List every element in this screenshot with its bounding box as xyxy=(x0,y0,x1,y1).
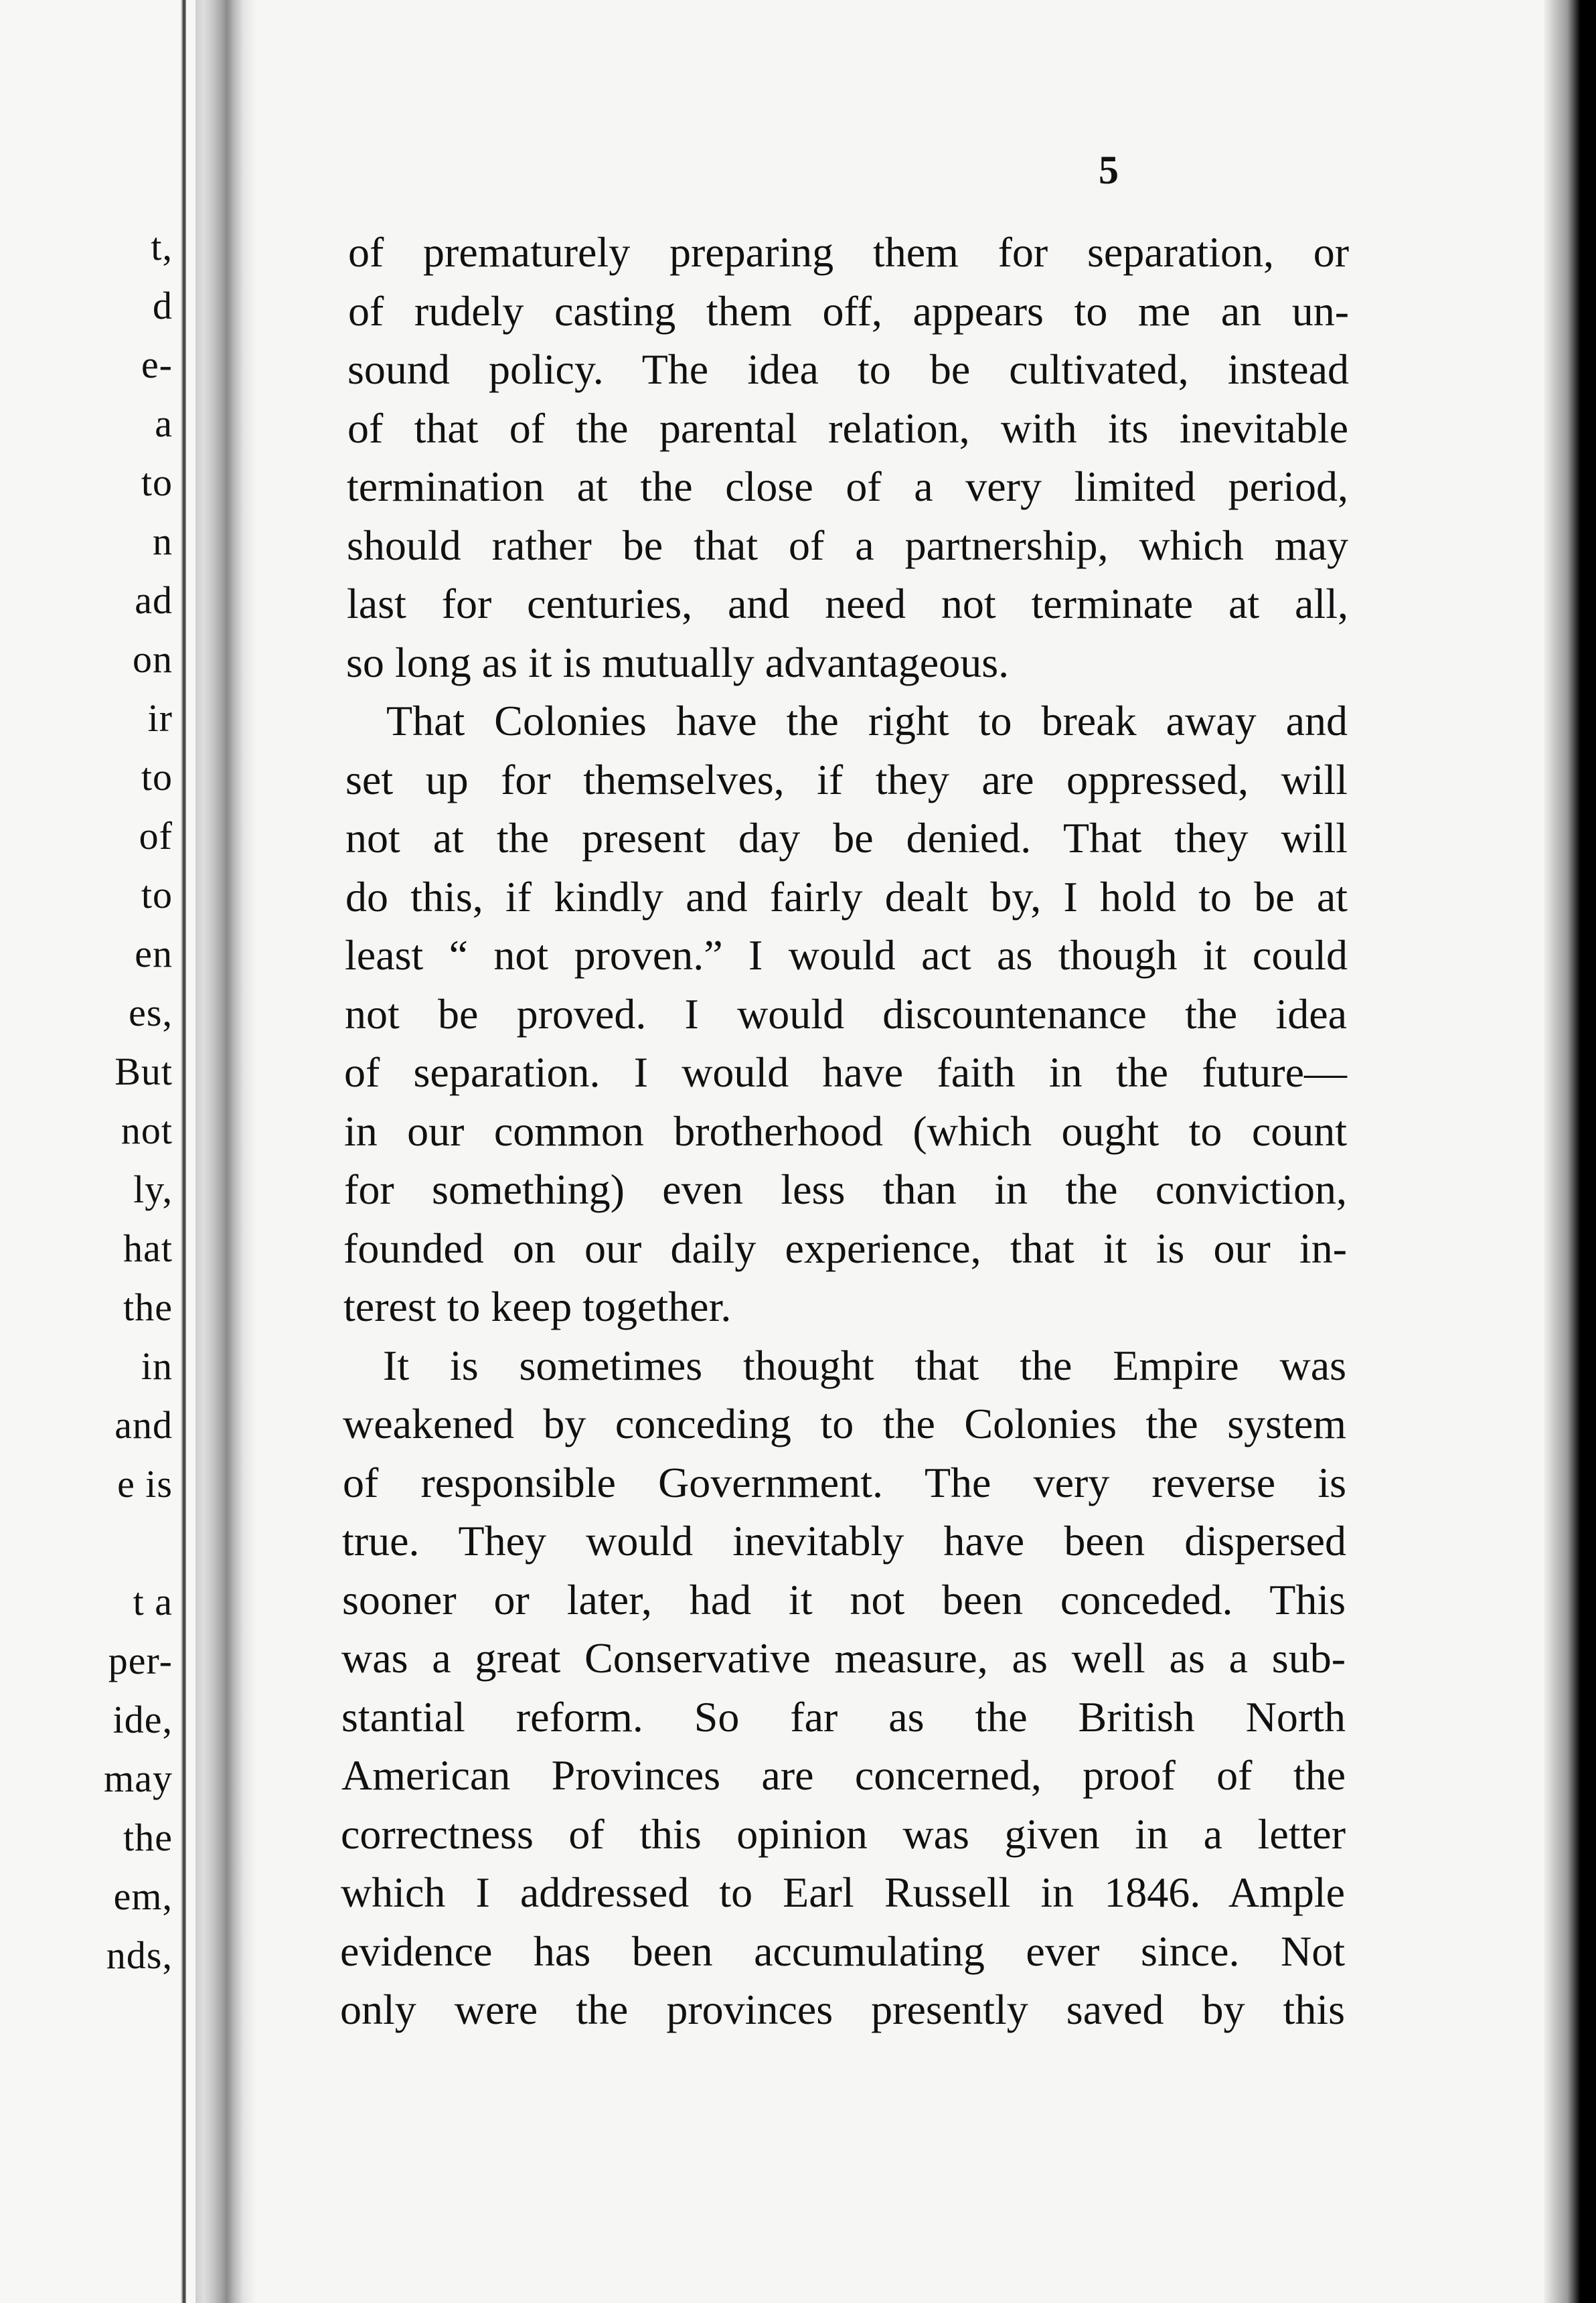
text-line: so long as it is mutually advantageous. xyxy=(346,639,1010,686)
left-page-fragment: nds, xyxy=(106,1933,173,1977)
text-line: of prematurely preparing them for separation, or xyxy=(348,228,1349,276)
left-page-fragment: en xyxy=(135,932,173,975)
left-page-fragment: But xyxy=(114,1050,173,1093)
text-line: That Colonies have the right to break away and xyxy=(386,697,1348,744)
book-binding-gutter xyxy=(195,0,256,2303)
left-page-fragment: to xyxy=(141,755,173,799)
text-line: terest to keep together. xyxy=(343,1283,732,1330)
text-line: termination at the close of a very limited period, xyxy=(347,463,1348,510)
left-page-fragment: ly, xyxy=(133,1168,173,1211)
text-line: It is sometimes thought that the Empire was xyxy=(383,1342,1346,1389)
text-line: was a great Conservative measure, as well as a sub- xyxy=(341,1634,1346,1682)
left-page-fragment: to xyxy=(141,461,173,504)
text-line: not at the present day be denied. That they will xyxy=(345,814,1348,862)
text-line: least “ not proven.” I would act as though it could xyxy=(345,931,1348,979)
left-page-fragment: may xyxy=(104,1757,173,1800)
text-line: stantial reform. So far as the British North xyxy=(341,1693,1346,1741)
text-line: founded on our daily experience, that it is our in- xyxy=(343,1224,1347,1272)
text-line: of rudely casting them off, appears to me an un- xyxy=(348,287,1349,335)
text-line: not be proved. I would discountenance the idea xyxy=(345,990,1347,1038)
text-line: do this, if kindly and fairly dealt by, I hold to be at xyxy=(345,873,1348,921)
text-line: only were the provinces presently saved by this xyxy=(340,1986,1345,2033)
left-page-fragment: hat xyxy=(123,1226,173,1270)
left-page-fragment: a xyxy=(155,402,173,445)
left-page-fragment: es, xyxy=(129,991,173,1034)
text-line: should rather be that of a partnership, which may xyxy=(347,522,1348,569)
text-line: last for centuries, and need not terminate at all, xyxy=(347,580,1348,627)
text-line: for something) even less than in the conviction, xyxy=(344,1166,1347,1213)
left-page-fragment: ir xyxy=(147,696,173,740)
left-page-fragment: the xyxy=(123,1816,173,1859)
text-line: evidence has been accumulating ever since. Not xyxy=(340,1927,1345,1975)
text-line: true. They would inevitably have been dispersed xyxy=(342,1517,1346,1565)
left-page-fragment: em, xyxy=(113,1875,173,1918)
right-page xyxy=(256,0,1544,2303)
text-line: in our common brotherhood (which ought to count xyxy=(344,1107,1347,1155)
text-line: of responsible Government. The very reverse is xyxy=(343,1459,1346,1506)
right-page-edge xyxy=(1544,0,1596,2303)
left-page-fragment: e is xyxy=(117,1462,173,1506)
text-line: which I addressed to Earl Russell in 1846. Ample xyxy=(341,1869,1345,1916)
text-line: of that of the parental relation, with its inevitable xyxy=(347,404,1348,452)
text-line: American Provinces are concerned, proof of the xyxy=(341,1751,1346,1799)
text-line: sooner or later, had it not been conceded. This xyxy=(342,1576,1346,1623)
left-facing-page xyxy=(0,0,195,2303)
page-number: 5 xyxy=(1099,148,1119,192)
left-page-fragment: not xyxy=(121,1109,173,1152)
left-page-fragment: t a xyxy=(133,1580,173,1623)
left-page-edge xyxy=(181,0,186,2303)
text-line: set up for themselves, if they are oppressed, will xyxy=(345,756,1348,803)
left-page-fragment: per- xyxy=(108,1639,173,1682)
left-page-fragment: e- xyxy=(141,343,173,386)
left-page-fragment: of xyxy=(139,814,173,858)
left-page-fragment: to xyxy=(141,873,173,917)
text-line: of separation. I would have faith in the future— xyxy=(344,1048,1347,1096)
left-page-fragment: t, xyxy=(151,225,173,268)
text-line: correctness of this opinion was given in a letter xyxy=(341,1810,1346,1858)
left-page-fragment: the xyxy=(123,1285,173,1329)
left-page-fragment: n xyxy=(153,520,173,563)
left-page-fragment: d xyxy=(153,284,173,327)
left-page-fragment: and xyxy=(114,1403,173,1447)
left-page-fragment: in xyxy=(141,1344,173,1388)
left-page-fragment: ide, xyxy=(112,1698,173,1741)
left-page-fragment: ad xyxy=(135,578,173,622)
text-line: sound policy. The idea to be cultivated, instead xyxy=(347,345,1349,393)
text-line: weakened by conceding to the Colonies the system xyxy=(343,1400,1346,1447)
left-page-fragment: on xyxy=(133,637,173,681)
